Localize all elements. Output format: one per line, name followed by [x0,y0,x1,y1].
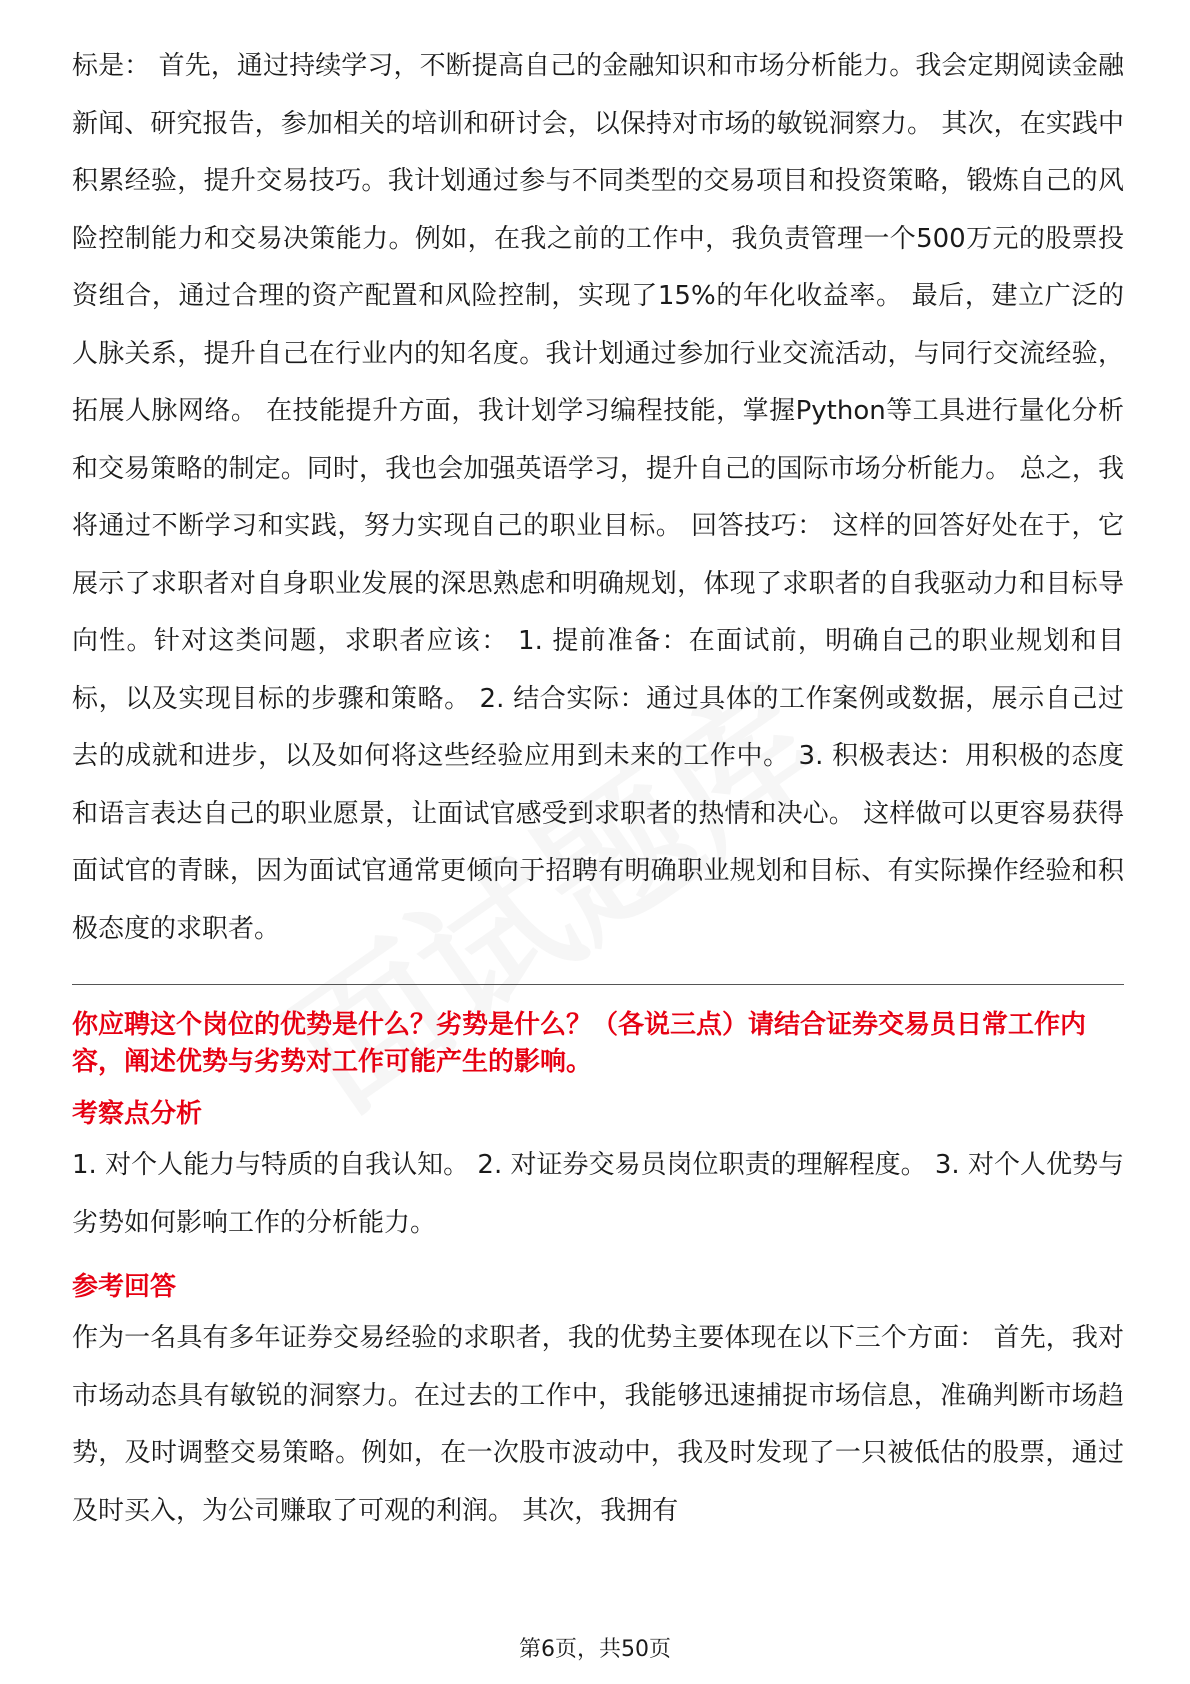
question-title: 你应聘这个岗位的优势是什么？劣势是什么？（各说三点）请结合证券交易员日常工作内容，阐述优势与劣势对工作可能产生的影响。 [72,1010,1087,1077]
answer-heading: 参考回答 [72,1272,177,1302]
answer-paragraph: 作为一名具有多年证券交易经验的求职者，我的优势主要体现在以下三个方面： 首先，我对市场动态具有敏锐的洞察力。在过去的工作中，我能够迅速捕捉市场信息，准确判断市场趋势，及时调整交易策略。例如，在一次股市波动中，我及时发现了一只被低估的股票，通过及时买入，为公司赚取了可观的利润。 其次，我拥有 [72,1323,1124,1526]
analysis-heading: 考察点分析 [72,1099,203,1129]
document-page [72,38,1124,1540]
section-divider [72,984,1124,985]
analysis-paragraph: 1. 对个人能力与特质的自我认知。 2. 对证券交易员岗位职责的理解程度。 3. 对个人优势与劣势如何影响工作的分析能力。 [72,1150,1124,1238]
page-number: 第6页，共50页 [519,1637,671,1662]
continued-answer-paragraph: 标是： 首先，通过持续学习，不断提高自己的金融知识和市场分析能力。我会定期阅读金融新闻、研究报告，参加相关的培训和研讨会，以保持对市场的敏锐洞察力。 其次，在实践中积累经验，提升交易技巧。我计划通过参与不同类型的交易项目和投资策略，锻炼自己的风险控制能力和交易决策能力。例如，在我之前的工作中，我负责管理一个500万元的股票投资组合，通过合理的资产配置和风险控制，实现了15%的年化收益率。 最后，建立广泛的人脉关系，提升自己在行业内的知名度。我计划通过参加行业交流活动，与同行交流经验，拓展人脉网络。 在技能提升方面，我计划学习编程技能，掌握Python等工具进行量化分析和交易策略的制定。同时，我也会加强英语学习，提升自己的国际市场分析能力。 总之，我将通过不断学习和实践，努力实现自己的职业目标。 回答技巧： 这样的回答好处在于，它展示了求职者对自身职业发展的深思熟虑和明确规划，体现了求职者的自我驱动力和目标导向性。针对这类问题，求职者应该： 1. 提前准备：在面试前，明确自己的职业规划和目标，以及实现目标的步骤和策略。 2. 结合实际：通过具体的工作案例或数据，展示自己过去的成就和进步，以及如何将这些经验应用到未来的工作中。 3. 积极表达：用积极的态度和语言表达自己的职业愿景，让面试官感受到求职者的热情和决心。 这样做可以更容易获得面试官的青睐，因为面试官通常更倾向于招聘有明确职业规划和目标、有实际操作经验和积极态度的求职者。 [72,51,1124,944]
